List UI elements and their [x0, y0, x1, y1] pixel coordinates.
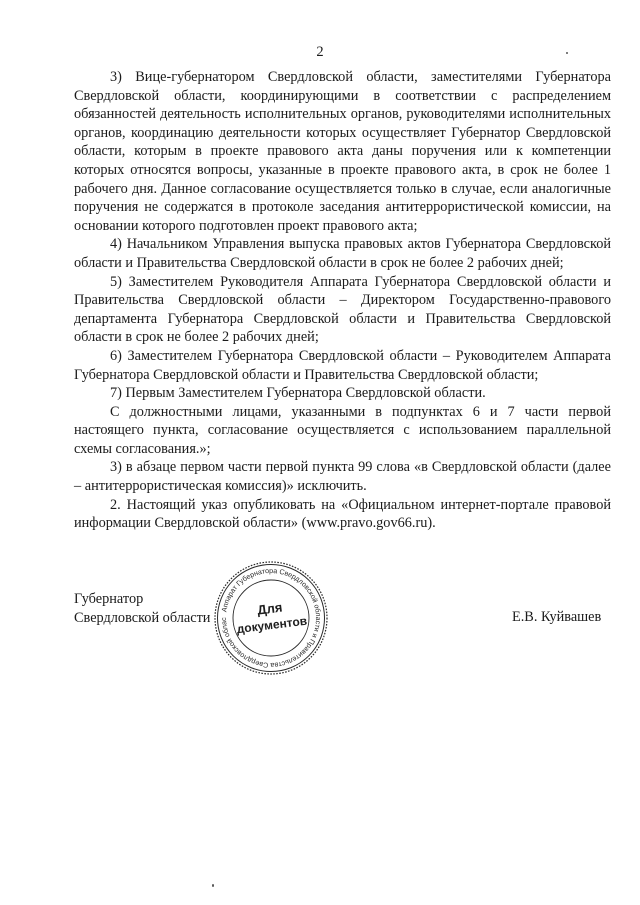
official-stamp: [213, 560, 329, 676]
document-body: [74, 68, 611, 533]
stamp-center-line-2: документов: [235, 613, 308, 637]
paragraph-item-6: 6) Заместителем Губернатора Свердловской области – Руководителем Аппарата Губернатора Свердловской области и Правительства Свердловской области;: [74, 347, 611, 383]
scan-speck: [566, 52, 568, 54]
signatory-name: Е.В. Куйвашев: [512, 609, 602, 625]
signatory-title: [74, 590, 210, 628]
page-number: 2: [316, 44, 324, 60]
signatory-title-line-1: Губернатор: [74, 591, 144, 607]
paragraph-publication: 2. Настоящий указ опубликовать на «Официальном интернет-портале правовой информации Свердловской области» (www.pravo.gov66.ru).: [74, 496, 611, 532]
paragraph-item-7: 7) Первым Заместителем Губернатора Свердловской области.: [110, 385, 486, 402]
paragraph-amendment-99: 3) в абзаце первом части первой пункта 99 слова «в Свердловской области (далее – антитеррористическая комиссия)» исключить.: [74, 459, 611, 495]
paragraph-item-4: 4) Начальником Управления выпуска правовых актов Губернатора Свердловской области и Правительства Свердловской области в срок не более 2 рабочих дней;: [74, 236, 611, 271]
stamp-center-line-1: Для: [256, 599, 284, 618]
paragraph-parallel-approval: С должностными лицами, указанными в подпунктах 6 и 7 части первой настоящего пункта, согласование осуществляется с использованием параллельной схемы согласования.»;: [74, 403, 611, 457]
paragraph-item-5: 5) Заместителем Руководителя Аппарата Губернатора Свердловской области и Правительства Свердловской области – Директором Государственно-правового департамента Губернатора Свердловской области и Правительства Свердловской области в срок не более 2 рабочих дней;: [74, 273, 611, 346]
paragraph-item-3: 3) Вице-губернатором Свердловской области, заместителями Губернатора Свердловской области, координирующими в соответствии с распределением обязанностей деятельность исполнительных органов, руководителями исполнительных органов, координацию деятельности которых осуществляет Губернатор Свердловской области, которым в проекте правового акта даны поручения или к компетенции которых относятся вопросы, указанные в проекте правового акта, в срок не более 1 рабочего дня. Данное согласование осуществляется только в случае, если аналогичные поручения не содержатся в протоколе заседания антитеррористической комиссии, на основании которого подготовлен проект правового акта;: [74, 69, 611, 234]
scan-speck: [212, 884, 214, 887]
stamp-ring-text: Аппарат Губернатора Свердловской области и Правительства Свердловской облас: [219, 566, 323, 670]
signatory-title-line-2: Свердловской области: [74, 610, 211, 626]
